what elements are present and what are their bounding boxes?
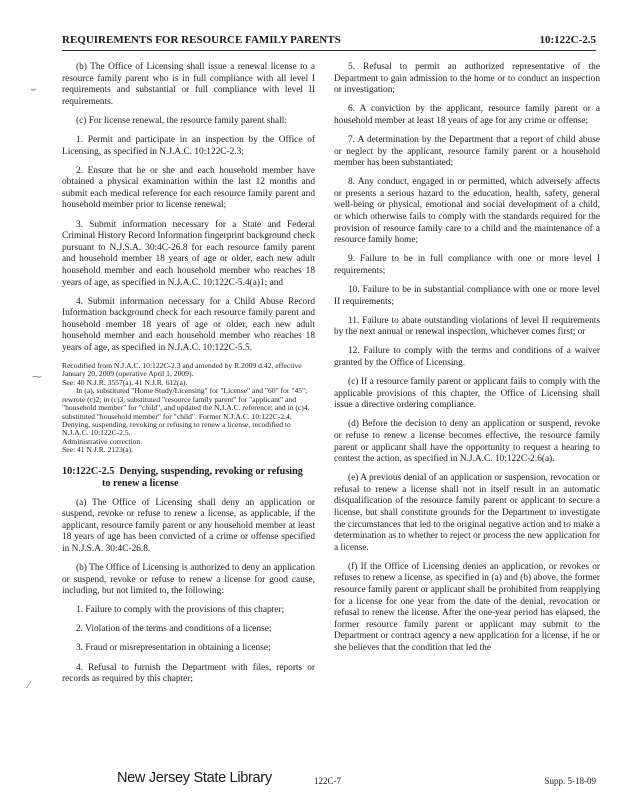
list-item: 12. Failure to comply with the terms and conditions of a waiver granted by the Office of Licensing. <box>334 346 600 368</box>
source-line: In (a), substituted "Home Study/Licensing" for "License" and "60" for "45"; rewrote (c)2; in (c)3, substituted "resource family parent" for "applicant" and "household member" for "child", and updated the N.J.A.C. reference; and in (c)4, substituted "household member" for "child". Former N.J.A.C. 10:122C-2.4, Denying, suspending, revoking or refusing to renew a license, recodified to N.J.A.C. 10:122C-2.5. <box>62 386 310 438</box>
list-item: 3. Submit information necessary for a State and Federal Criminal History Record Information fingerprint background check pursuant to N.J.S.A. 30:4C-26.8 for each resource family parent and household member 18 years of age or older, each new adult household member and each household member who reaches 18 years of age, as specified in N.J.A.C. 10:122C-5.4(a)1; and <box>62 219 315 288</box>
source-note <box>62 362 315 454</box>
list-item: 1. Failure to comply with the provisions of this chapter; <box>76 605 285 616</box>
page-number: 122C-7 <box>314 776 341 786</box>
paragraph: (b) The Office of Licensing shall issue a renewal license to a resource family parent who is in full compliance with all level I requirements and substantial or full compliance with level II requirements. <box>62 62 315 107</box>
list-item: 2. Violation of the terms and conditions of a license; <box>76 624 272 635</box>
list-item: 6. A conviction by the applicant, resource family parent or a household member at least 18 years of age for any crime or offense; <box>334 104 600 126</box>
list-item: 4. Submit information necessary for a Child Abuse Record Information background check for each resource family parent and household member 18 years of age or older, each new adult household member and each household member who reaches 18 years of age, as specified in N.J.A.C. 10:122C-5.5. <box>62 296 315 353</box>
paragraph: (d) Before the decision to deny an application or suspend, revoke or refuse to renew a license becomes effective, the resource family parent or applicant shall have the opportunity to request a hearing to contest the action, as specified in N.J.A.C. 10:122C-2.6(a). <box>334 419 600 465</box>
source-line: Administrative correction. <box>62 436 143 446</box>
left-column <box>62 62 315 693</box>
right-column <box>334 62 600 662</box>
list-item: 2. Ensure that he or she and each household member have obtained a physical examination within the last 12 months and submit each medical reference for each resource family parent and household member prior to license renewal; <box>62 165 315 211</box>
supplement-date: Supp. 5-18-09 <box>544 776 596 786</box>
header-title: REQUIREMENTS FOR RESOURCE FAMILY PARENTS <box>62 34 341 46</box>
list-item: 9. Failure to be in full compliance with one or more level I requirements; <box>334 254 600 276</box>
paragraph: (f) If the Office of Licensing denies an application, or revokes or refuses to renew a license, as specified in (a) and (b) above, the former resource family parent or applicant shall be prohibited from reapplying for a license for one year from the date of the denial, revocation or refusal to renew the license. After the one-year period has elapsed, the former resource family parent or applicant may submit to the Department or contract agency a new application for a license, if he or she believes that the condition that led the <box>334 561 600 654</box>
source-line: See: 41 N.J.R. 2123(a). <box>62 445 134 455</box>
list-item: 5. Refusal to permit an authorized representative of the Department to gain admission to the home or to conduct an inspection or investigation; <box>334 62 600 96</box>
margin-tick-mark: ⁓ <box>32 372 42 383</box>
section-title-line2: to renew a license <box>102 477 179 489</box>
list-item: 7. A determination by the Department that a report of child abuse or neglect by the applicant, resource family parent or a household member has been substantiated; <box>334 134 600 169</box>
source-line: See: 40 N.J.R. 3557(a), 41 N.J.R. 612(a). <box>62 377 188 387</box>
paragraph: (e) A previous denial of an application or suspension, revocation or refusal to renew a license shall not in itself result in an automatic disqualification of the resource family parent or applicant to secure a license, but shall constitute grounds for the Department to investigate the circumstances that led to the original negative action and to make a determination as to whether to reject or process the new application for a license. <box>334 473 600 553</box>
paragraph: (c) If a resource family parent or applicant fails to comply with the applicable provisions of this chapter, the Office of Licensing shall issue a directive ordering compliance. <box>334 377 600 411</box>
running-header <box>62 34 596 51</box>
list-item: 10. Failure to be in substantial compliance with one or more level II requirements; <box>334 285 600 307</box>
list-item: 4. Refusal to furnish the Department with files, reports or records as required by this chapter; <box>62 662 315 685</box>
paragraph: (a) The Office of Licensing shall deny an application or suspend, revoke or refuse to renew a license, as applicable, if the applicant, resource family parent or any household member at least 18 years of age has been convicted of a crime or offense specified in N.J.S.A. 30:4C-26.8. <box>62 497 315 554</box>
list-item: 11. Failure to abate outstanding violations of level II requirements by the next annual or renewal inspection, whichever comes first; or <box>334 315 600 338</box>
margin-tick-mark: ⁄ <box>28 680 30 691</box>
section-title-line1: Denying, suspending, revoking or refusing <box>119 465 303 477</box>
margin-tick-mark: ⌣ <box>30 84 37 95</box>
library-watermark: New Jersey State Library <box>117 770 272 786</box>
list-item: 3. Fraud or misrepresentation in obtaining a license; <box>76 643 271 654</box>
section-number: 10:122C-2.5 <box>62 465 115 477</box>
list-item: 1. Permit and participate in an inspection by the Office of Licensing, as specified in N.J.A.C. 10:122C-2.3; <box>62 134 315 157</box>
source-line: Recodified from N.J.A.C. 10:122C-2.3 and amended by R.2009 d.42, effective January 20, 2009 (operative April 1, 2009). <box>62 361 302 379</box>
paragraph: (c) For license renewal, the resource family parent shall: <box>76 115 287 126</box>
section-heading <box>62 466 315 490</box>
page-footer <box>62 770 596 790</box>
header-code: 10:122C-2.5 <box>539 34 596 46</box>
paragraph: (b) The Office of Licensing is authorized to deny an application or suspend, revoke or refuse to renew a license for good cause, including, but not limited to, the following: <box>62 563 315 597</box>
list-item: 8. Any conduct, engaged in or permitted, which adversely affects or presents a serious hazard to the education, health, safety, general well-being or physical, emotional and social development of a child, or which otherwise fails to comply with the standards required for the provision of resource family care to a child and the maintenance of a resource family home; <box>334 177 600 246</box>
